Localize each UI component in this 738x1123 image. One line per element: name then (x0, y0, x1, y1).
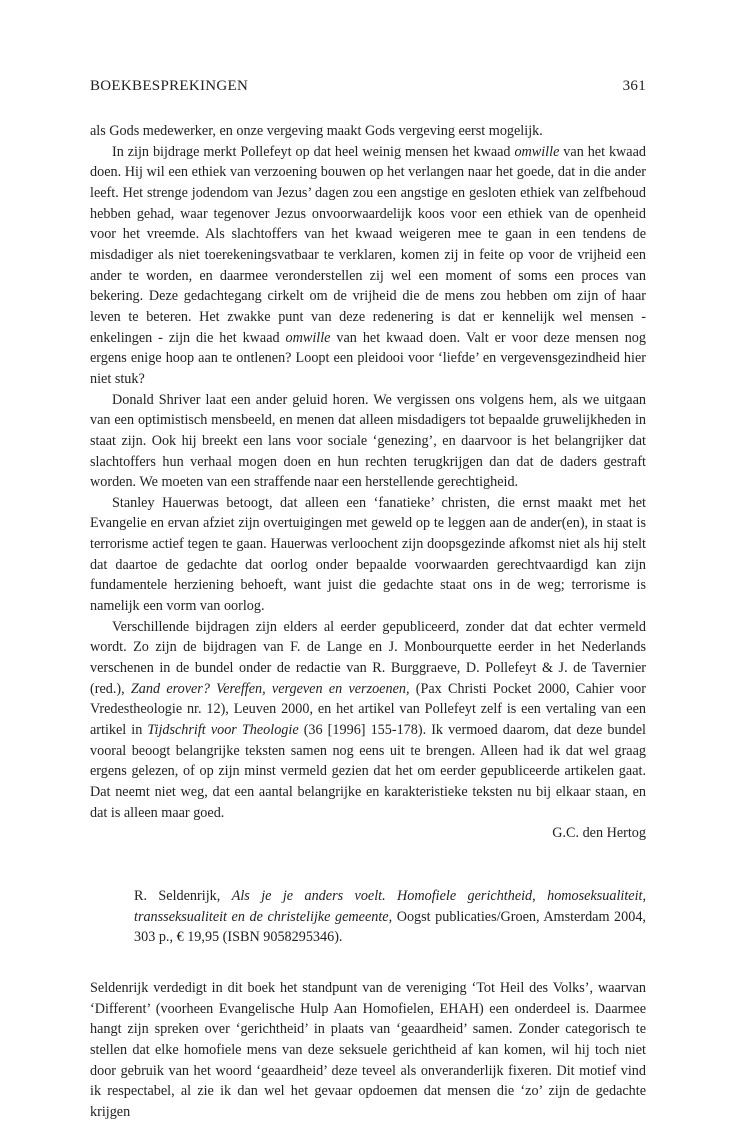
section-title: BOEKBESPREKINGEN (90, 78, 249, 94)
text-run: R. Seldenrijk, (134, 887, 232, 904)
text-run: van het kwaad doen. Valt er voor deze mensen nog ergens enige hoop aan te ontlenen? Loopt een pleidooi voor ‘liefde’ en vergevensgezindheid hier niet stuk? (90, 329, 646, 387)
text-run: Donald Shriver laat een ander geluid horen. We vergissen ons volgens hem, als we uitgaan van een optimistisch mensbeeld, en menen dat alleen misdadigers tot bepaalde gruwelijkheden in staat zijn. Ook hij breekt een lans voor sociale ‘genezing’, en daarvoor is het belangrijker dat slachtoffers hun verhaal mogen doen en hun rechten terugkrijgen dan dat de daders gestraft worden. We moeten van een straffende naar een herstellende gerechtigheid. (90, 391, 646, 491)
reviewer-signature: G.C. den Hertog (552, 825, 646, 842)
paragraph-4 (90, 493, 646, 617)
text-run: (Pax Christi Pocket 2000, Cahier voor Vredestheologie nr. 12), Leuven 2000, en het artikel van Pollefeyt zelf is een vertaling van een artikel in (90, 680, 646, 739)
text-run: van het kwaad doen. Hij wil een ethiek van verzoening bouwen op het verlangen naar het goede, dat in die ander leeft. Het strenge jodendom van Jezus’ dagen zou een angstige en gesloten ethiek van zelfbehoud hebben gehad, waar tegenover Jezus onvoorwaardelijk koos voor een ethiek van de openheid voor het vreemde. Als slachtoffers van het kwaad weigeren mee te gaan in een tendens de misdadiger als niet toerekeningsvatbaar te verklaren, komen zij in feite op voor de vrijheid een ander te worden, en daarmee veronderstellen zij wel een moment of soms een proces van bekering. Deze gedachtegang cirkelt om de vrijheid die de mens zou hebben om zijn of haar leven te beteren. Het zwakke punt van deze redenering is dat er kennelijk wel mensen - enkelingen - zijn die het kwaad (90, 143, 646, 346)
paragraph-1 (90, 121, 646, 142)
italic-text-run: Zand erover? Vereffen, vergeven en verzoenen, (130, 680, 410, 697)
italic-text-run: omwille (285, 329, 331, 346)
text-run: Verschillende bijdragen zijn elders al eerder gepubliceerd, zonder dat dat echter vermeld wordt. Zo zijn de bijdragen van F. de Lange en J. Monbourquette eerder in het Nederlands verschenen in de bundel onder de redactie van R. Burggraeve, D. Pollefeyt & J. de Tavernier (red.), (90, 618, 646, 697)
text-run: (36 [1996] 155-178). Ik vermoed daarom, dat deze bundel vooral beoogt belangrijke teksten samen nog eens uit te brengen. Alleen had ik dat wel graag ergens gelezen, of op zijn minst vermeld gezien dat het om eerder gepubliceerde artikelen gaat. Dat neemt niet weg, dat een aantal belangrijke en karakteristieke teksten nu bij elkaar staan, en dat is alleen maar goed. (90, 722, 646, 821)
book-citation (134, 886, 646, 948)
paragraph-2 (90, 142, 646, 390)
italic-text-run: Als je je anders voelt. Homofiele gerichtheid, homoseksualiteit, transseksualiteit en de christelijke gemeente, (134, 887, 647, 925)
running-header (90, 78, 646, 95)
text-run: Stanley Hauerwas betoogt, dat alleen een ‘fanatieke’ christen, die ernst maakt met het Evangelie en ervan afziet zijn overtuigingen met geweld op te leggen aan de ander(en), in staat is terrorisme actief tegen te gaan. Hauerwas verloochent zijn doopsgezinde afkomst niet als hij stelt dat daartoe de gedachte dat oorlog onder bepaalde voorwaarden gerechtvaardigd kan zijn fundamentele herziening behoeft, want juist die gedachte staat ons in de weg; terrorisme is namelijk een vorm van oorlog. (90, 494, 646, 615)
paragraph-5 (90, 617, 646, 824)
text-run: Oogst publicaties/Groen, Amsterdam 2004, 303 p., € 19,95 (ISBN 9058295346). (134, 908, 646, 946)
body-text (90, 121, 646, 1123)
italic-text-run: Tijdschrift voor Theologie (147, 722, 299, 739)
review-paragraph (90, 978, 646, 1123)
text-run: In zijn bijdrage merkt Pollefeyt op dat heel weinig mensen het kwaad (112, 143, 515, 160)
italic-text-run: omwille (514, 143, 560, 160)
page-number: 361 (622, 78, 646, 94)
paragraph-3 (90, 390, 646, 493)
text-run: als Gods medewerker, en onze vergeving maakt Gods vergeving eerst mogelijk. (90, 123, 543, 139)
text-run: Seldenrijk verdedigt in dit boek het standpunt van de vereniging ‘Tot Heil des Volks’, waarvan ‘Different’ (voorheen Evangelische Hulp Aan Homofielen, EHAH) een onderdeel is. Daarmee hangt zijn spreken over ‘gerichtheid’ in plaats van ‘geaardheid’ samen. Zonder categorisch te stellen dat elke homofiele mens van deze seksuele gerichtheid af kan komen, wil hij toch niet door gebruik van het woord ‘geaardheid’ deze teveel als onveranderlijk fixeren. Dit motief vind ik respectabel, al zie ik dan wel het gevaar opdoemen dat mensen die ‘zo’ zijn de gedachte krijgen (90, 979, 646, 1120)
